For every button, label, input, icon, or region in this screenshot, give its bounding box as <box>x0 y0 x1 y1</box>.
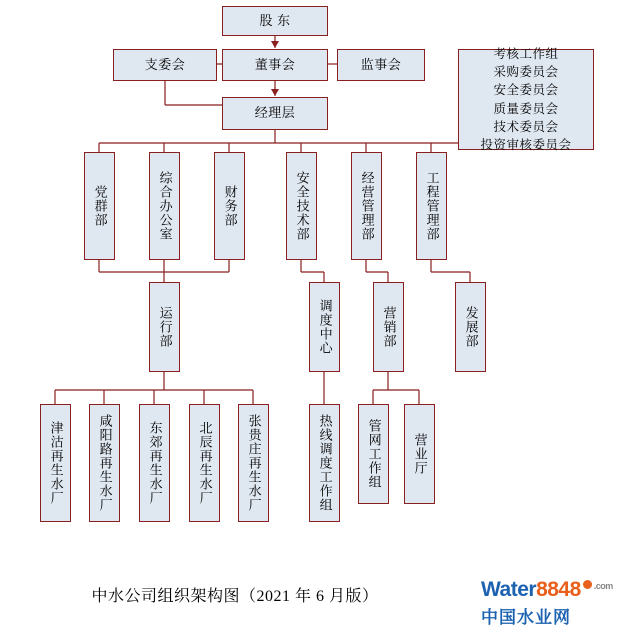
logo-chinese: 中国水业网 <box>481 608 571 627</box>
logo-suffix: .com <box>593 581 613 591</box>
node-label: 股 东 <box>259 12 291 28</box>
node-marketing-dept[interactable] <box>373 282 404 372</box>
committee-item: 质量委员会 <box>493 101 559 116</box>
watermark-logo <box>481 578 615 626</box>
node-shareholders[interactable] <box>222 6 328 36</box>
logo-top-line <box>481 578 615 602</box>
chart-caption: 中水公司组织架构图（2021 年 6 月版） <box>91 588 379 605</box>
node-finance-dept[interactable] <box>214 152 245 260</box>
node-zhangguizhuang-plant[interactable] <box>238 404 269 522</box>
committee-item: 投资审核委员会 <box>480 137 572 152</box>
node-pipe-network-group[interactable] <box>358 404 389 504</box>
committee-item: 考核工作组 <box>493 47 559 62</box>
node-supervisory-board[interactable] <box>337 49 425 81</box>
node-label: 董事会 <box>254 56 296 72</box>
node-label: 支委会 <box>144 56 186 72</box>
committee-item: 技术委员会 <box>493 119 559 134</box>
node-label: 营业厅 <box>412 433 428 475</box>
node-business-hall[interactable] <box>404 404 435 504</box>
logo-dot-icon <box>583 580 592 589</box>
node-beichen-plant[interactable] <box>189 404 220 522</box>
node-label: 北辰再生水厂 <box>197 421 213 505</box>
node-label: 党群部 <box>92 185 108 227</box>
node-label: 咸阳路再生水厂 <box>97 414 113 512</box>
node-management[interactable] <box>222 97 328 130</box>
node-label: 管网工作组 <box>366 419 382 489</box>
node-board[interactable] <box>222 49 328 81</box>
node-label: 经营管理部 <box>359 171 375 241</box>
node-party-branch[interactable] <box>113 49 217 81</box>
node-operation-dept[interactable] <box>149 282 180 372</box>
node-label: 热线调度工作组 <box>317 414 333 512</box>
node-business-mgmt-dept[interactable] <box>351 152 382 260</box>
node-label: 经理层 <box>254 105 296 121</box>
node-label: 工程管理部 <box>424 171 440 241</box>
node-general-office[interactable] <box>149 152 180 260</box>
node-dongjiao-plant[interactable] <box>139 404 170 522</box>
logo-word: Water <box>481 578 537 601</box>
node-label: 监事会 <box>360 56 402 72</box>
node-label: 营销部 <box>381 306 397 348</box>
node-label: 调度中心 <box>317 299 333 355</box>
node-label: 东郊再生水厂 <box>147 421 163 505</box>
logo-number: 8848 <box>536 578 581 601</box>
node-party-mass-dept[interactable] <box>84 152 115 260</box>
node-xianyang-plant[interactable] <box>89 404 120 522</box>
node-label: 张贵庄再生水厂 <box>246 414 262 512</box>
node-label: 津沽再生水厂 <box>48 421 64 505</box>
node-hotline-group[interactable] <box>309 404 340 522</box>
committee-item: 采购委员会 <box>493 65 559 80</box>
node-development-dept[interactable] <box>455 282 486 372</box>
node-label: 运行部 <box>157 306 173 348</box>
committees-panel <box>458 49 594 150</box>
node-label: 财务部 <box>222 185 238 227</box>
node-dispatch-center[interactable] <box>309 282 340 372</box>
node-jingu-plant[interactable] <box>40 404 71 522</box>
node-safety-tech-dept[interactable] <box>286 152 317 260</box>
node-label: 安全技术部 <box>294 171 310 241</box>
node-project-mgmt-dept[interactable] <box>416 152 447 260</box>
node-label: 综合办公室 <box>157 171 173 241</box>
node-label: 发展部 <box>463 306 479 348</box>
committee-item: 安全委员会 <box>493 83 559 98</box>
